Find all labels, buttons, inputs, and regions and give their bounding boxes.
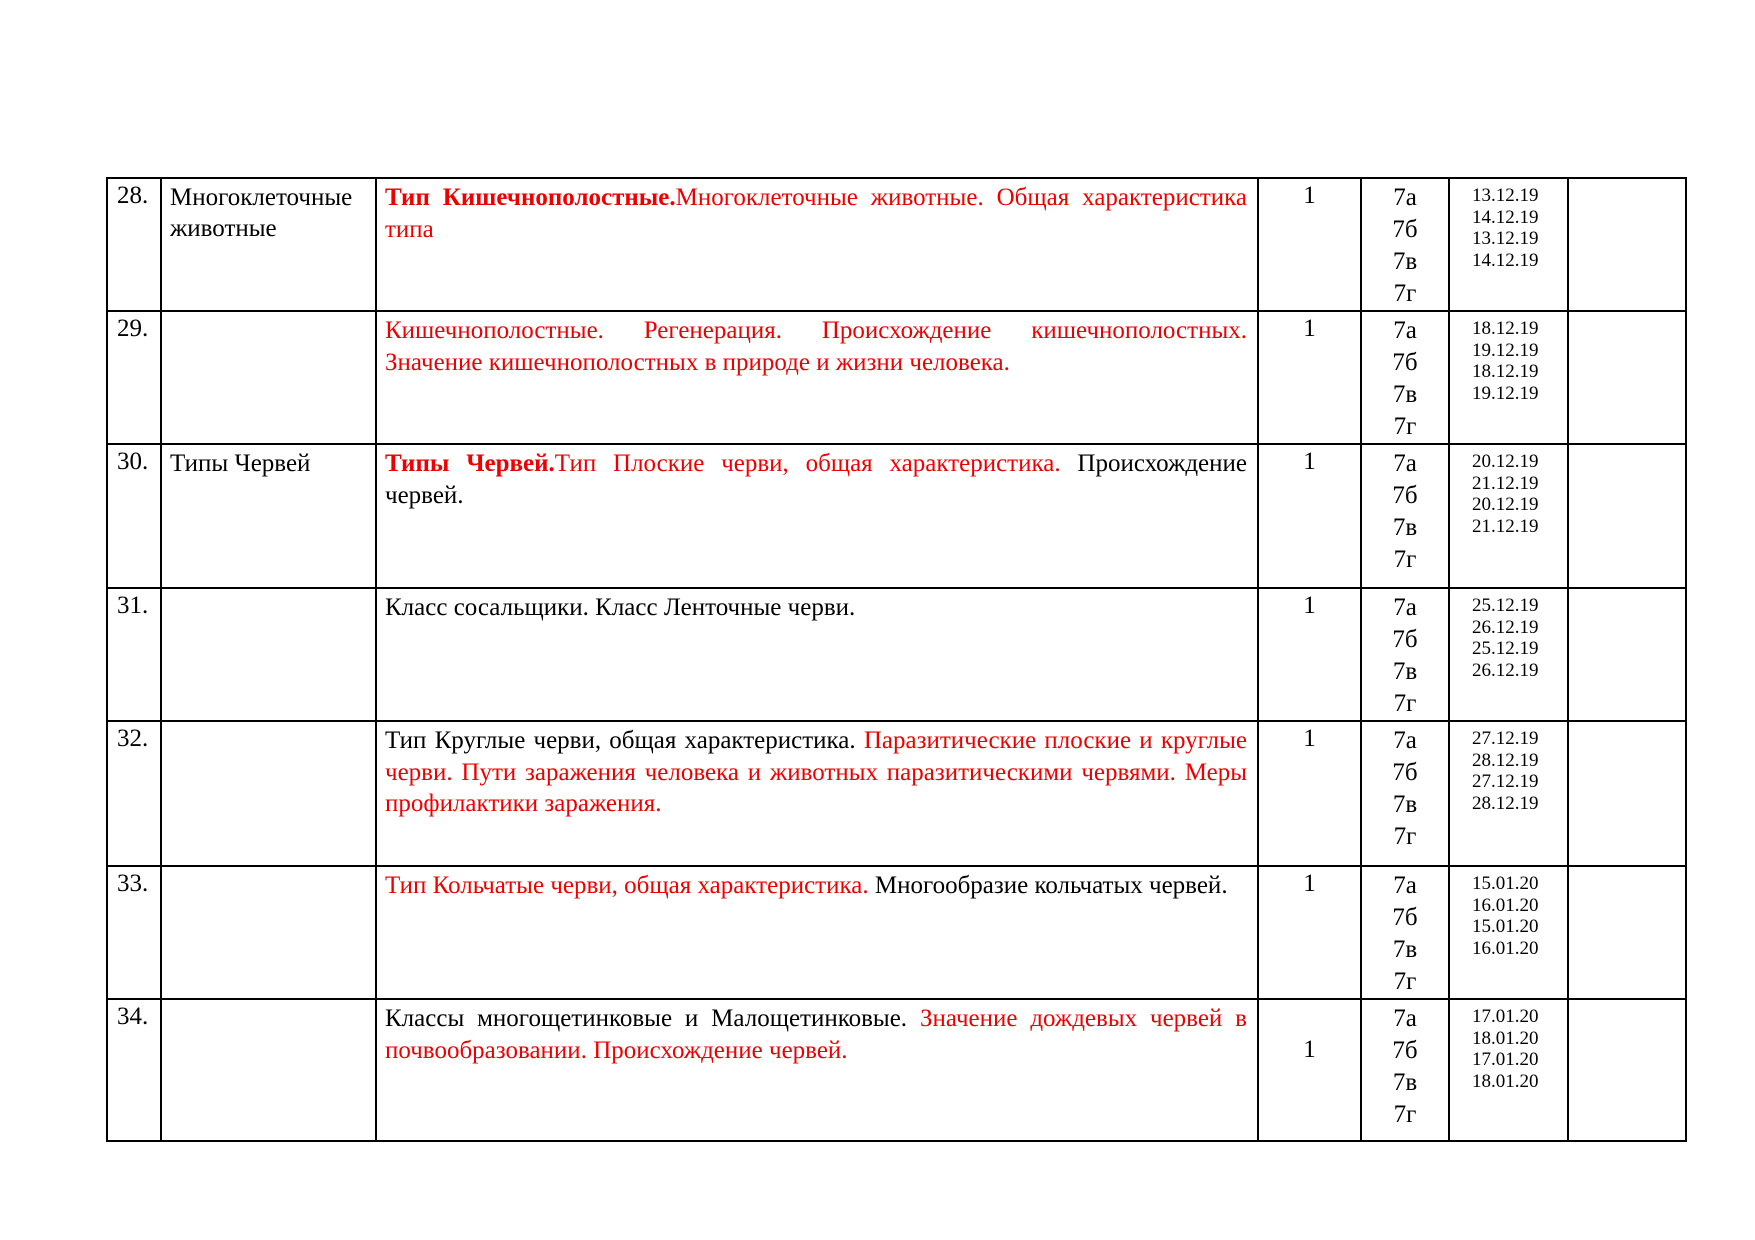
topic-cell <box>161 999 376 1141</box>
description-cell <box>376 999 1258 1141</box>
class-group-label: 7б <box>1392 349 1418 376</box>
lesson-date: 27.12.19 <box>1472 728 1539 749</box>
topic-cell <box>161 721 376 866</box>
class-group-label: 7б <box>1392 216 1418 243</box>
description-cell <box>376 866 1258 999</box>
description-segment: Классы многощетинковые и Малощетинковые. <box>385 1005 908 1032</box>
description-segment: Значение дождевых червей в почвообразовании. Происхождение червей. <box>385 1005 1247 1064</box>
lesson-number-cell: 29. <box>107 311 161 444</box>
class-group-label: 7а <box>1393 450 1417 477</box>
notes-cell <box>1568 721 1686 866</box>
lesson-date: 28.12.19 <box>1472 749 1539 771</box>
class-group-label: 7в <box>1392 381 1418 408</box>
hours-cell: 1 <box>1258 866 1361 999</box>
class-group-label: 7г <box>1393 823 1417 850</box>
topic-cell <box>161 311 376 444</box>
classes-cell <box>1361 866 1449 999</box>
dates-cell <box>1449 588 1568 721</box>
lesson-date: 20.12.19 <box>1472 494 1539 515</box>
lesson-date: 16.01.20 <box>1472 894 1539 916</box>
lesson-number-cell: 28. <box>107 178 161 311</box>
class-group-label: 7г <box>1393 413 1417 440</box>
lesson-number-cell: 30. <box>107 444 161 588</box>
lesson-date: 16.01.20 <box>1472 937 1539 959</box>
class-group-label: 7в <box>1392 248 1418 275</box>
dates-cell <box>1449 721 1568 866</box>
class-group-label: 7в <box>1392 791 1418 818</box>
description-segment: Тип Кишечнополостные. <box>385 184 676 211</box>
lesson-date: 21.12.19 <box>1472 472 1539 494</box>
table-row <box>107 178 1686 311</box>
lesson-date: 26.12.19 <box>1472 616 1539 638</box>
description-segment: Многообразие кольчатых червей. <box>868 872 1228 899</box>
lesson-date: 17.01.20 <box>1472 1006 1539 1027</box>
class-group-label: 7в <box>1392 936 1418 963</box>
classes-cell <box>1361 444 1449 588</box>
lesson-date: 18.01.20 <box>1472 1027 1539 1049</box>
class-group-label: 7а <box>1393 184 1417 211</box>
class-group-label: 7б <box>1392 482 1418 509</box>
dates-cell <box>1449 999 1568 1141</box>
dates-cell <box>1449 444 1568 588</box>
class-group-label: 7г <box>1393 690 1417 717</box>
notes-cell <box>1568 178 1686 311</box>
class-group-label: 7б <box>1392 904 1418 931</box>
hours-cell: 1 <box>1258 444 1361 588</box>
description-cell <box>376 178 1258 311</box>
hours-cell: 1 <box>1258 311 1361 444</box>
lesson-date: 26.12.19 <box>1472 659 1539 681</box>
lesson-number-cell: 34. <box>107 999 161 1141</box>
description-cell <box>376 588 1258 721</box>
lesson-date: 14.12.19 <box>1472 206 1539 228</box>
classes-cell <box>1361 311 1449 444</box>
class-group-label: 7а <box>1393 1005 1417 1032</box>
table-row <box>107 444 1686 588</box>
classes-cell <box>1361 999 1449 1141</box>
topic-cell <box>161 588 376 721</box>
class-group-label: 7а <box>1393 594 1417 621</box>
notes-cell <box>1568 588 1686 721</box>
class-group-label: 7г <box>1393 968 1417 995</box>
classes-cell <box>1361 721 1449 866</box>
classes-cell <box>1361 588 1449 721</box>
lesson-date: 27.12.19 <box>1472 771 1539 792</box>
notes-cell <box>1568 999 1686 1141</box>
lesson-date: 15.01.20 <box>1472 873 1539 894</box>
topic-cell <box>161 866 376 999</box>
class-group-label: 7б <box>1392 1037 1418 1064</box>
dates-cell <box>1449 866 1568 999</box>
table-row <box>107 866 1686 999</box>
dates-cell <box>1449 311 1568 444</box>
description-segment: Типы Червей. <box>385 450 555 477</box>
table-row <box>107 588 1686 721</box>
description-segment: Многоклеточные животные. Общая характеристика типа <box>385 184 1247 243</box>
description-segment: Паразитические плоские и круглые черви. Пути заражения человека и животных паразитическими червями. Меры профилактики заражения. <box>385 727 1247 817</box>
description-segment: Кишечнополостные. Регенерация. Происхождение кишечнополостных. Значение кишечнополостных в природе и жизни человека. <box>385 317 1247 376</box>
lesson-date: 28.12.19 <box>1472 792 1539 814</box>
class-group-label: 7б <box>1392 759 1418 786</box>
lesson-date: 19.12.19 <box>1472 382 1539 404</box>
class-group-label: 7в <box>1392 658 1418 685</box>
class-group-label: 7а <box>1393 872 1417 899</box>
lesson-date: 14.12.19 <box>1472 249 1539 271</box>
lesson-date: 25.12.19 <box>1472 638 1539 659</box>
class-group-label: 7а <box>1393 317 1417 344</box>
description-segment: Происхождение червей. <box>385 450 1247 509</box>
notes-cell <box>1568 866 1686 999</box>
hours-cell: 1 <box>1258 721 1361 866</box>
lesson-number-cell: 31. <box>107 588 161 721</box>
table-row <box>107 721 1686 866</box>
hours-cell: 1 <box>1258 999 1361 1141</box>
class-group-label: 7г <box>1393 280 1417 307</box>
lesson-date: 13.12.19 <box>1472 185 1539 206</box>
class-group-label: 7б <box>1392 626 1418 653</box>
lesson-date: 20.12.19 <box>1472 451 1539 472</box>
lesson-number-cell: 33. <box>107 866 161 999</box>
description-segment: Тип Круглые черви, общая характеристика. <box>385 727 856 754</box>
description-cell <box>376 311 1258 444</box>
lesson-date: 13.12.19 <box>1472 228 1539 249</box>
topic-cell: Многоклеточные животные <box>161 178 376 311</box>
class-group-label: 7в <box>1392 514 1418 541</box>
class-group-label: 7в <box>1392 1069 1418 1096</box>
table-row <box>107 311 1686 444</box>
class-group-label: 7г <box>1393 1101 1417 1128</box>
hours-cell: 1 <box>1258 178 1361 311</box>
lesson-date: 15.01.20 <box>1472 916 1539 937</box>
lesson-date: 17.01.20 <box>1472 1049 1539 1070</box>
lesson-date: 18.01.20 <box>1472 1070 1539 1092</box>
lesson-date: 21.12.19 <box>1472 515 1539 537</box>
topic-cell: Типы Червей <box>161 444 376 588</box>
lesson-plan-table <box>106 177 1687 1142</box>
description-segment: Класс сосальщики. Класс Ленточные черви. <box>385 594 856 621</box>
description-cell <box>376 721 1258 866</box>
table-row <box>107 999 1686 1141</box>
lesson-date: 18.12.19 <box>1472 361 1539 382</box>
description-cell <box>376 444 1258 588</box>
lesson-date: 19.12.19 <box>1472 339 1539 361</box>
notes-cell <box>1568 444 1686 588</box>
class-group-label: 7г <box>1393 546 1417 573</box>
classes-cell <box>1361 178 1449 311</box>
lesson-number-cell: 32. <box>107 721 161 866</box>
hours-cell: 1 <box>1258 588 1361 721</box>
lesson-date: 25.12.19 <box>1472 595 1539 616</box>
description-segment: Тип Плоские черви, общая характеристика. <box>554 450 1061 477</box>
dates-cell <box>1449 178 1568 311</box>
class-group-label: 7а <box>1393 727 1417 754</box>
lesson-date: 18.12.19 <box>1472 318 1539 339</box>
notes-cell <box>1568 311 1686 444</box>
description-segment: Тип Кольчатые черви, общая характеристика. <box>385 872 869 899</box>
